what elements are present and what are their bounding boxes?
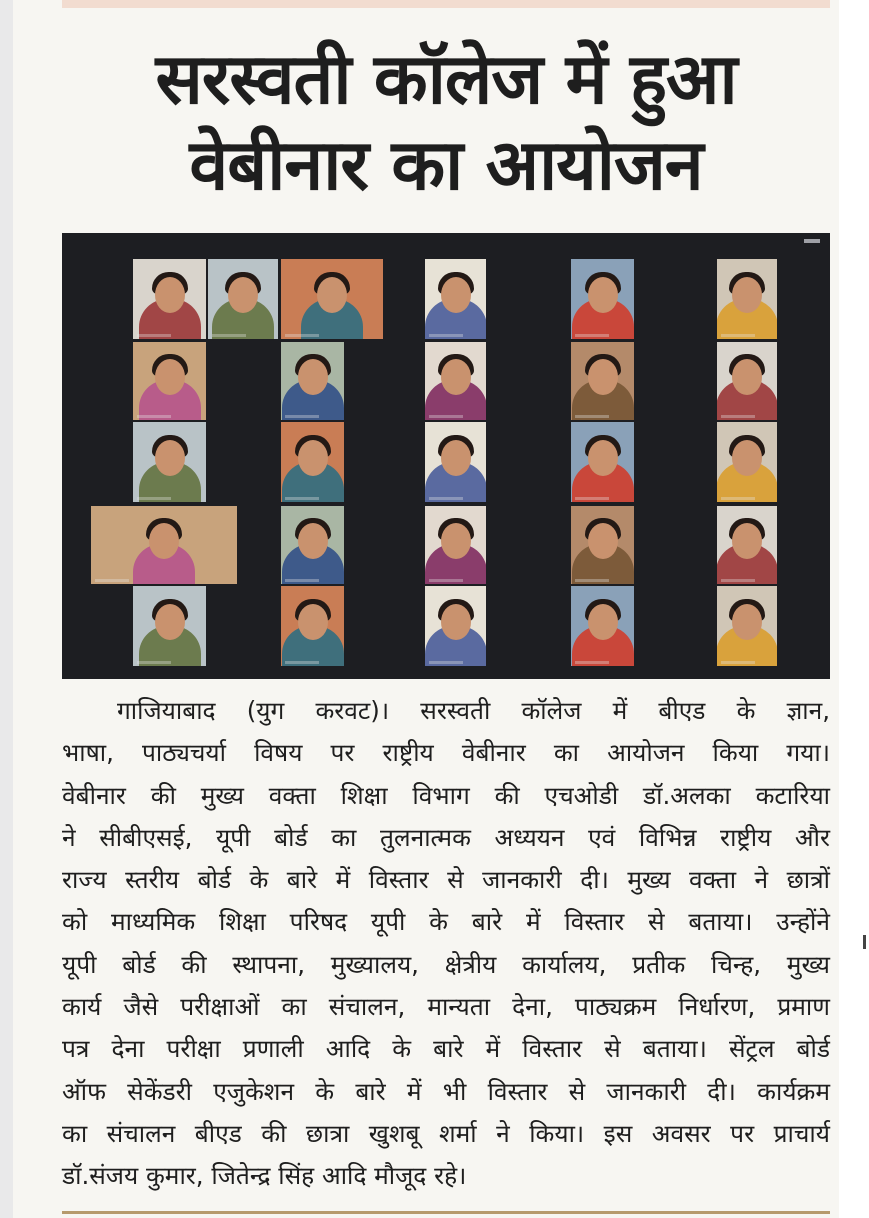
article-line: पत्र देना परीक्षा प्रणाली आदि के बारे में विस्तार से बताया। सेंट्रल बोर्ड: [62, 1034, 830, 1064]
article-line: गाजियाबाद (युग करवट)। सरस्वती कॉलेज में बीएड के ज्ञान,: [117, 696, 830, 725]
participant-video-tile: [280, 341, 345, 421]
participant-video-tile: [570, 585, 635, 667]
headline-line-1: सरस्वती कॉलेज में हुआ: [155, 38, 737, 120]
participant-video-tile: [280, 585, 345, 667]
video-call-indicator-icon: [804, 239, 820, 243]
participant-video-tile: [132, 341, 207, 421]
left-margin: [0, 0, 13, 1218]
article-line: का संचालन बीएड की छात्रा खुशबू शर्मा ने किया। इस अवसर पर प्राचार्य: [62, 1118, 830, 1148]
participant-video-tile: [424, 505, 487, 585]
article-line: डॉ.संजय कुमार, जितेन्द्र सिंह आदि मौजूद रहे।: [62, 1161, 467, 1191]
participant-video-tile: [570, 258, 635, 340]
article-line: भाषा, पाठ्यचर्या विषय पर राष्ट्रीय वेबीनार का आयोजन किया गया।: [62, 738, 830, 768]
participant-video-tile: [570, 505, 635, 585]
participant-video-tile: [132, 421, 207, 503]
article-body: [62, 690, 830, 1198]
article-line: राज्य स्तरीय बोर्ड के बारे में विस्तार से जानकारी दी। मुख्य वक्ता ने छात्रों: [62, 865, 830, 895]
participant-video-tile: [570, 341, 635, 421]
headline-line-2: वेबीनार का आयोजन: [189, 124, 703, 206]
participant-video-tile: [424, 341, 487, 421]
participant-video-tile: [424, 421, 487, 503]
participant-video-tile: [280, 421, 345, 503]
participant-video-tile: [570, 421, 635, 503]
article-line: यूपी बोर्ड की स्थापना, मुख्यालय, क्षेत्रीय कार्यालय, प्रतीक चिन्ह, मुख्य: [62, 949, 830, 979]
participant-video-tile: [716, 585, 778, 667]
participant-video-tile: [90, 505, 238, 585]
webinar-screenshot-photo: [62, 233, 830, 679]
article-line: कार्य जैसे परीक्षाओं का संचालन, मान्यता देना, पाठ्यक्रम निर्धारण, प्रमाण: [62, 992, 830, 1022]
article-line: ने सीबीएसई, यूपी बोर्ड का तुलनात्मक अध्ययन एवं विभिन्न राष्ट्रीय और: [62, 822, 830, 852]
participant-video-tile: [716, 258, 778, 340]
participant-video-tile: [716, 421, 778, 503]
participant-video-tile: [132, 585, 207, 667]
participant-video-tile: [716, 341, 778, 421]
top-clipped-strip: [62, 0, 830, 8]
article-line: वेबीनार की मुख्य वक्ता शिक्षा विभाग की एचओडी डॉ.अलका कटारिया: [62, 780, 830, 810]
participant-video-tile: [716, 505, 778, 585]
participant-video-tile: [424, 585, 487, 667]
participant-video-tile: [280, 505, 345, 585]
participant-video-tile: [280, 258, 384, 340]
edge-mark: [863, 935, 866, 949]
right-margin: [839, 0, 869, 1218]
participant-video-tile: [132, 258, 207, 340]
bottom-rule: [62, 1211, 830, 1214]
article-line: ऑफ सेकेंडरी एजुकेशन के बारे में भी विस्तार से जानकारी दी। कार्यक्रम: [62, 1076, 830, 1106]
headline: [62, 36, 830, 208]
article-line: को माध्यमिक शिक्षा परिषद यूपी के बारे में विस्तार से बताया। उन्होंने: [62, 907, 830, 937]
participant-video-tile: [207, 258, 279, 340]
participant-video-tile: [424, 258, 487, 340]
